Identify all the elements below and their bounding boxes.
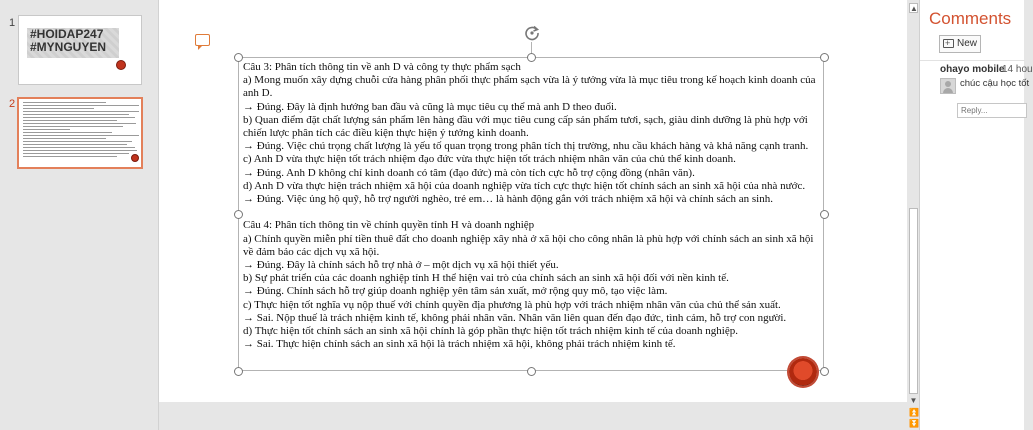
scroll-up-icon[interactable]: ▲	[910, 4, 918, 13]
comment-text[interactable]: chúc cậu học tốt	[960, 78, 1030, 89]
slide-canvas[interactable]	[159, 0, 907, 402]
logo-icon	[131, 154, 139, 162]
comment-author: ohayo mobile	[940, 64, 1005, 75]
text-paragraph: c) Thực hiện tốt nghĩa vụ nộp thuế với chính quyền địa phương là phù hợp với trách nhiệm nhân văn của chủ thể sản xuất.	[243, 298, 781, 311]
scrollbar-track[interactable]	[909, 14, 918, 394]
scrollbar-thumb[interactable]	[909, 208, 918, 394]
resize-handle-top-left[interactable]	[234, 53, 243, 62]
resize-handle-bottom[interactable]	[527, 367, 536, 376]
resize-handle-bottom-right[interactable]	[820, 367, 829, 376]
text-paragraph: b) Sự phát triển của các doanh nghiệp tỉnh H thể hiện vai trò của chính sách an sinh xã hội đối với nền kinh tế.	[243, 272, 729, 285]
next-slide-icon[interactable]: ⏬	[909, 419, 919, 428]
slide-thumbnail-2[interactable]	[17, 97, 143, 169]
thumbnail-title: #HOIDAP247 #MYNGUYEN	[30, 27, 107, 54]
slide-thumbnail-pane	[0, 0, 158, 430]
text-paragraph: → Đúng. Việc chú trọng chất lượng là yếu tố quan trọng trong phân tích thị trường, nhu cầu khách hàng và khả năng cạnh tranh.	[243, 140, 809, 153]
text-paragraph: d) Thực hiện tốt chính sách an sinh xã hội chính là góp phần thực hiện tốt trách nhiệm kinh tế của doanh nghiệp.	[243, 325, 738, 338]
previous-slide-icon[interactable]: ⏫	[909, 408, 919, 417]
text-paragraph: a) Mong muốn xây dựng chuỗi cửa hàng phân phối thực phẩm sạch vừa là ý tưởng vừa là mục tiêu trong kế hoạch kinh doanh của anh D.	[243, 74, 816, 100]
resize-handle-left[interactable]	[234, 210, 243, 219]
text-paragraph: a) Chính quyền miễn phí tiền thuê đất cho doanh nghiệp xây nhà ở xã hội cho công nhân là phù hợp với chính sách an sinh xã hội về đảm bảo các dịch vụ xã hội.	[243, 232, 814, 258]
vertical-scrollbar[interactable]	[907, 0, 919, 430]
slide-editing-area	[159, 0, 907, 430]
text-paragraph: c) Anh D vừa thực hiện tốt trách nhiệm đạo đức vừa thực hiện tốt trách nhiệm nhân văn của chủ thể kinh doanh.	[243, 153, 736, 166]
rotate-handle-icon[interactable]	[523, 24, 541, 42]
reply-input[interactable]	[957, 103, 1027, 118]
slide-number-1: 1	[9, 17, 16, 29]
slide-number-2: 2	[9, 98, 16, 110]
text-paragraph: Câu 4: Phân tích thông tin về chính quyền tỉnh H và doanh nghiệp	[243, 219, 535, 232]
new-comment-icon	[943, 39, 954, 48]
text-paragraph: d) Anh D vừa thực hiện trách nhiệm xã hội của doanh nghiệp vừa tích cực thực hiện tốt chính sách an sinh xã hội của nhà nước.	[243, 179, 806, 192]
comment-timestamp: 14 hou	[1002, 64, 1033, 75]
user-avatar-icon	[940, 78, 956, 94]
text-paragraph: → Đúng. Đây là chính sách hỗ trợ nhà ở – một dịch vụ xã hội thiết yếu.	[243, 259, 559, 272]
selected-text-box[interactable]	[238, 57, 824, 371]
logo-icon	[789, 358, 817, 386]
text-paragraph: → Đúng. Việc ủng hộ quỹ, hỗ trợ người nghèo, trẻ em… là hành động gắn với trách nhiệm xã hội và chính sách an sinh.	[243, 193, 773, 206]
logo-icon	[116, 60, 126, 70]
text-paragraph: → Sai. Nộp thuế là trách nhiệm kinh tế, không phải nhân văn. Nhân văn liên quan đến đạo đức, tình cảm, hỗ trợ con người.	[243, 311, 787, 324]
text-paragraph-blank	[243, 206, 823, 219]
thumbnail-text-lines	[23, 102, 141, 159]
text-paragraph: → Đúng. Anh D không chỉ kinh doanh có tâm (đạo đức) mà còn tích cực hỗ trợ cộng đồng (nhân văn).	[243, 166, 695, 179]
slide-body-text[interactable]	[243, 61, 823, 351]
comment-bubble-icon[interactable]	[195, 34, 210, 46]
text-paragraph: Câu 3: Phân tích thông tin về anh D và công ty thực phẩm sạch	[243, 61, 521, 73]
comments-pane	[919, 0, 1033, 430]
slide-thumbnail-1[interactable]	[18, 15, 142, 85]
new-comment-label: New	[957, 38, 978, 49]
scroll-down-icon[interactable]: ▼	[909, 396, 918, 405]
comments-divider	[920, 60, 1025, 61]
text-paragraph: b) Quan điểm đặt chất lượng sản phẩm lên hàng đầu với mục tiêu cung cấp sản phẩm tươi, sạch, giàu dinh dưỡng là phù hợp với chiến lược phân tích các điều kiện thực hiện ý tưởng kinh doanh.	[243, 113, 808, 140]
resize-handle-bottom-left[interactable]	[234, 367, 243, 376]
text-paragraph: → Đúng. Chính sách hỗ trợ giúp doanh nghiệp yên tâm sản xuất, mở rộng quy mô, tạo việc làm.	[243, 285, 668, 298]
new-comment-button[interactable]	[939, 35, 981, 53]
text-paragraph: → Sai. Thực hiện chính sách an sinh xã hội là trách nhiệm xã hội, không phải trách nhiệm kinh tế.	[243, 338, 676, 351]
comments-pane-title: Comments	[929, 9, 1012, 28]
text-paragraph: → Đúng. Đây là định hướng ban đầu và cũng là mục tiêu cụ thể mà anh D theo đuổi.	[243, 100, 617, 113]
